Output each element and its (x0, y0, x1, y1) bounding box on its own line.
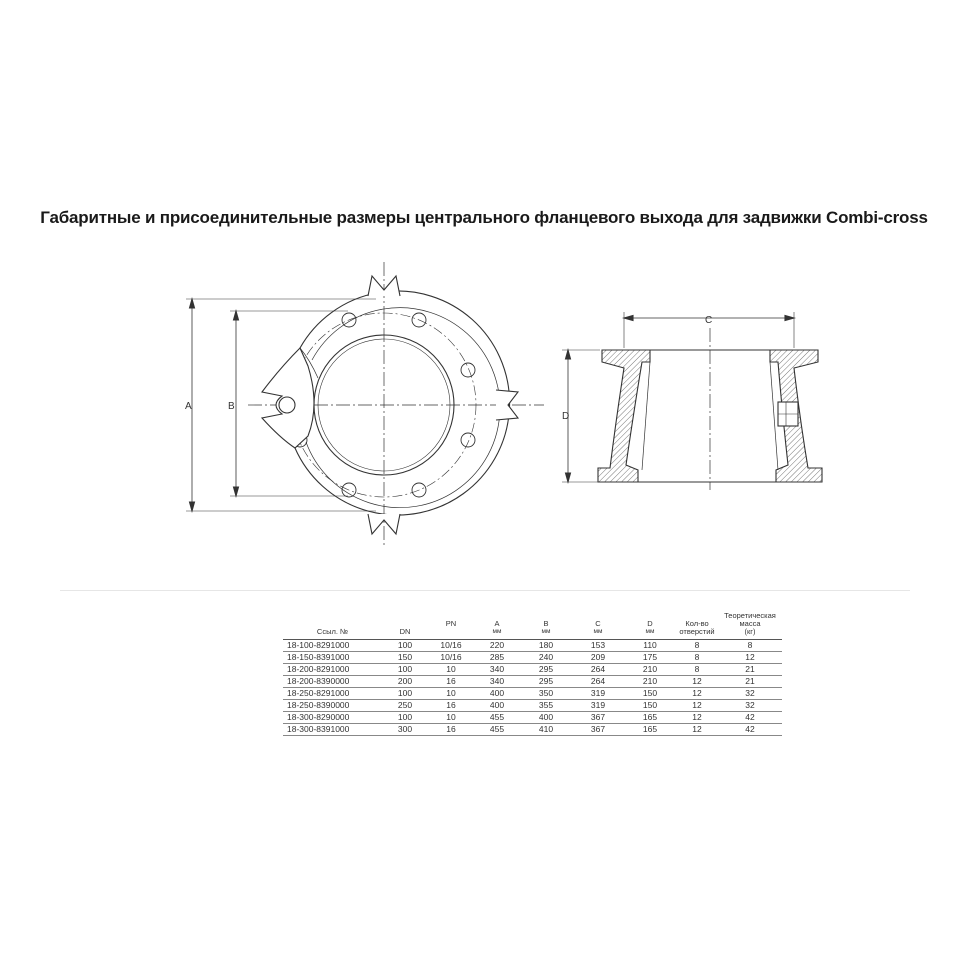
table-row (283, 700, 782, 712)
cell-mass: 8 (718, 640, 782, 652)
cell-c: 153 (572, 640, 624, 652)
table-row (283, 640, 782, 652)
dim-c-arrow-right (785, 316, 794, 321)
cell-a: 455 (474, 724, 520, 736)
header-dn: DN (382, 612, 428, 640)
cell-c: 264 (572, 664, 624, 676)
cell-d: 165 (624, 724, 676, 736)
dim-b-arrow-bottom (234, 487, 239, 496)
cell-dn: 200 (382, 676, 428, 688)
cell-d: 110 (624, 640, 676, 652)
header-mass: Теоретическая масса (кг) (718, 612, 782, 640)
dim-a-arrow-top (190, 299, 195, 308)
cell-pn: 16 (428, 724, 474, 736)
cell-ref: 18-250-8390000 (283, 700, 382, 712)
cell-c: 209 (572, 652, 624, 664)
dimensions-table (283, 612, 782, 736)
cell-pn: 10 (428, 712, 474, 724)
header-a: A мм (474, 612, 520, 640)
cell-dn: 150 (382, 652, 428, 664)
cell-b: 240 (520, 652, 572, 664)
cell-holes: 8 (676, 664, 718, 676)
cell-pn: 16 (428, 676, 474, 688)
cell-mass: 42 (718, 724, 782, 736)
cell-a: 400 (474, 688, 520, 700)
page-title: Габаритные и присоединительные размеры центрального фланцевого выхода для задвижки Combi-cross (40, 208, 928, 227)
bolt-hole (461, 433, 475, 447)
cell-holes: 12 (676, 700, 718, 712)
cell-a: 400 (474, 700, 520, 712)
cell-mass: 21 (718, 664, 782, 676)
dim-d-arrow-bottom (566, 473, 571, 482)
cell-a: 285 (474, 652, 520, 664)
cell-a: 340 (474, 664, 520, 676)
cell-c: 319 (572, 688, 624, 700)
cell-holes: 12 (676, 712, 718, 724)
cell-c: 264 (572, 676, 624, 688)
dim-d-arrow-top (566, 350, 571, 359)
lug-left (262, 348, 314, 448)
table-row (283, 676, 782, 688)
bolt-hole (461, 363, 475, 377)
cell-d: 210 (624, 664, 676, 676)
cell-holes: 8 (676, 640, 718, 652)
cell-a: 455 (474, 712, 520, 724)
table-header-row (283, 612, 782, 640)
separator-line (60, 590, 910, 591)
cell-pn: 10 (428, 688, 474, 700)
cell-b: 295 (520, 664, 572, 676)
bore-right (770, 362, 778, 470)
cell-ref: 18-200-8390000 (283, 676, 382, 688)
table-row (283, 664, 782, 676)
cell-pn: 10/16 (428, 652, 474, 664)
cell-ref: 18-200-8291000 (283, 664, 382, 676)
cell-a: 220 (474, 640, 520, 652)
cell-mass: 21 (718, 676, 782, 688)
header-holes: Кол-во отверстий (676, 612, 718, 640)
header-ref: Ссыл. № (283, 612, 382, 640)
cell-d: 150 (624, 700, 676, 712)
cell-dn: 100 (382, 688, 428, 700)
cell-dn: 300 (382, 724, 428, 736)
cell-b: 180 (520, 640, 572, 652)
header-c: C мм (572, 612, 624, 640)
cell-b: 355 (520, 700, 572, 712)
cell-holes: 12 (676, 724, 718, 736)
cell-d: 150 (624, 688, 676, 700)
table-row (283, 652, 782, 664)
cell-ref: 18-300-8290000 (283, 712, 382, 724)
cell-pn: 10 (428, 664, 474, 676)
cell-c: 319 (572, 700, 624, 712)
cell-holes: 12 (676, 676, 718, 688)
flange-outer (295, 291, 510, 515)
cell-ref: 18-300-8391000 (283, 724, 382, 736)
table-row (283, 724, 782, 736)
cell-b: 350 (520, 688, 572, 700)
cell-a: 340 (474, 676, 520, 688)
cell-b: 295 (520, 676, 572, 688)
cell-pn: 10/16 (428, 640, 474, 652)
header-d: D мм (624, 612, 676, 640)
cell-ref: 18-250-8291000 (283, 688, 382, 700)
cell-holes: 8 (676, 652, 718, 664)
cell-mass: 42 (718, 712, 782, 724)
label-d: D (562, 411, 570, 422)
cell-dn: 100 (382, 640, 428, 652)
header-pn: PN (428, 612, 474, 640)
header-b: B мм (520, 612, 572, 640)
cell-c: 367 (572, 712, 624, 724)
dim-c-arrow-left (624, 316, 633, 321)
cell-d: 210 (624, 676, 676, 688)
label-c: C (705, 315, 713, 326)
section-left-wall (598, 350, 650, 482)
side-view (562, 312, 822, 490)
bore-left (642, 362, 650, 470)
front-view (185, 262, 544, 548)
cell-b: 410 (520, 724, 572, 736)
cell-dn: 100 (382, 712, 428, 724)
table-row (283, 688, 782, 700)
table-row (283, 712, 782, 724)
cell-pn: 16 (428, 700, 474, 712)
cell-mass: 32 (718, 688, 782, 700)
cell-ref: 18-150-8391000 (283, 652, 382, 664)
dim-b-arrow-top (234, 311, 239, 320)
cell-d: 175 (624, 652, 676, 664)
cell-b: 400 (520, 712, 572, 724)
cell-mass: 12 (718, 652, 782, 664)
cell-mass: 32 (718, 700, 782, 712)
cell-c: 367 (572, 724, 624, 736)
cell-dn: 100 (382, 664, 428, 676)
label-b: B (228, 401, 235, 412)
cell-ref: 18-100-8291000 (283, 640, 382, 652)
label-a: A (185, 401, 192, 412)
cell-d: 165 (624, 712, 676, 724)
dim-a-arrow-bottom (190, 502, 195, 511)
cell-holes: 12 (676, 688, 718, 700)
cell-dn: 250 (382, 700, 428, 712)
